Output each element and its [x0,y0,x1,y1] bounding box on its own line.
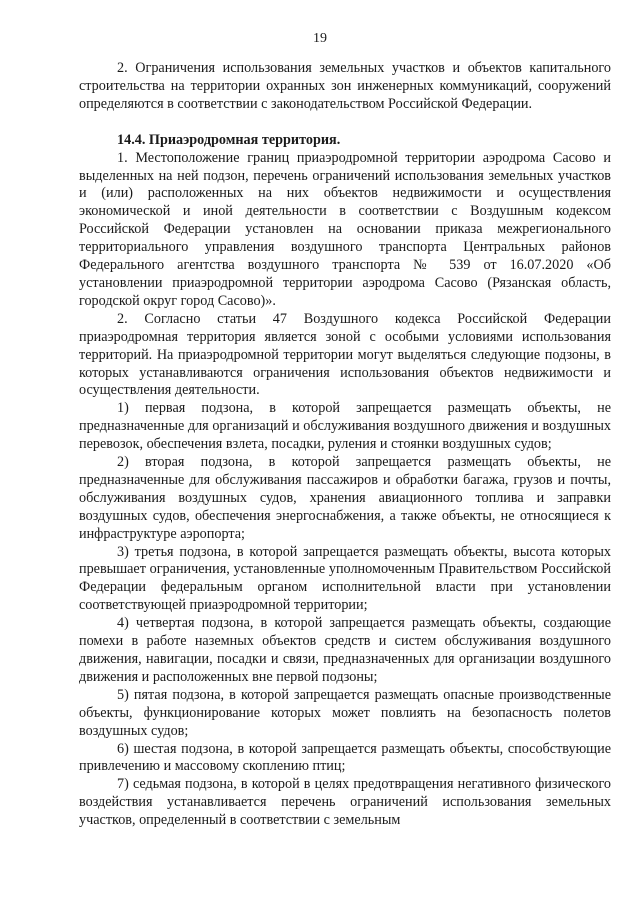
subzone-item-7: 7) седьмая подзона, в которой в целях предотвращения негативного физического воздействия устанавливается перечень ограничений использования земельных участков, определенный в соответствии с земельным [79,776,611,829]
intro-paragraph: 2. Ограничения использования земельных участков и объектов капитального строительства на территории охранных зон инженерных коммуникаций, сооружений определяются в соответствии с законодательством Российской Федерации. [79,60,611,112]
subzone-item-5: 5) пятая подзона, в которой запрещается размещать опасные производственные объекты, функционирование которых может повлиять на безопасность полетов воздушных судов; [79,686,611,739]
subzone-item-4: 4) четвертая подзона, в которой запрещается размещать объекты, создающие помехи в работе наземных объектов средств и систем обслуживания воздушного движения, навигации, посадки и связи, предназначенных для организации воздушного движения и расположенных вне первой подзоны; [79,615,611,685]
subzone-item-2: 2) вторая подзона, в которой запрещается размещать объекты, не предназначенные для обслуживания пассажиров и обработки багажа, грузов и почты, обслуживания воздушных судов, хранения авиационного топлива и заправки воздушных судов, обеспечения энергоснабжения, а также объекты, не относящиеся к инфраструктуре аэропорта; [79,454,611,542]
section-paragraph: 2. Согласно статьи 47 Воздушного кодекса Российской Федерации приаэродромная территория является зоной с особыми условиями использования территорий. На приаэродромной территории могут выделяться следующие подзоны, в которых устанавливаются ограничения использования объектов недвижимости и осуществления деятельности. [79,310,611,399]
paragraph-spacer [79,114,611,132]
subzone-item-1: 1) первая подзона, в которой запрещается размещать объекты, не предназначенные для организаций и обслуживания воздушного движения и воздушных перевозок, обеспечения взлета, посадки, руления и стоянки воздушных судов; [79,400,611,453]
section-heading: 14.4. Приаэродромная территория. [117,131,341,148]
document-body [79,60,611,830]
subzone-item-6: 6) шестая подзона, в которой запрещается размещать объекты, способствующие привлечению и массовому скоплению птиц; [79,740,611,775]
section-paragraph: 1. Местоположение границ приаэродромной территории аэродрома Сасово и выделенных на ней подзон, перечень ограничений использования земельных участков и (или) расположенных на них объектов недвижимости и осуществления экономической и иной деятельности в соответствии с Воздушным кодексом Российской Федерации установлен на основании приказа межрегионального территориального управления воздушного транспорта Центральных районов Федерального агентства воздушного транспорта № 539 от 16.07.2020 «Об установлении приаэродромной территории аэродрома Сасово (Рязанская область, городской округ город Сасово)». [79,149,611,309]
subzone-item-3: 3) третья подзона, в которой запрещается размещать объекты, высота которых превышает ограничения, установленные уполномоченным Правительством Российской Федерации федеральным органом исполнительной власти при установлении соответствующей приаэродромной территории; [79,543,611,614]
page-number: 19 [313,31,327,46]
